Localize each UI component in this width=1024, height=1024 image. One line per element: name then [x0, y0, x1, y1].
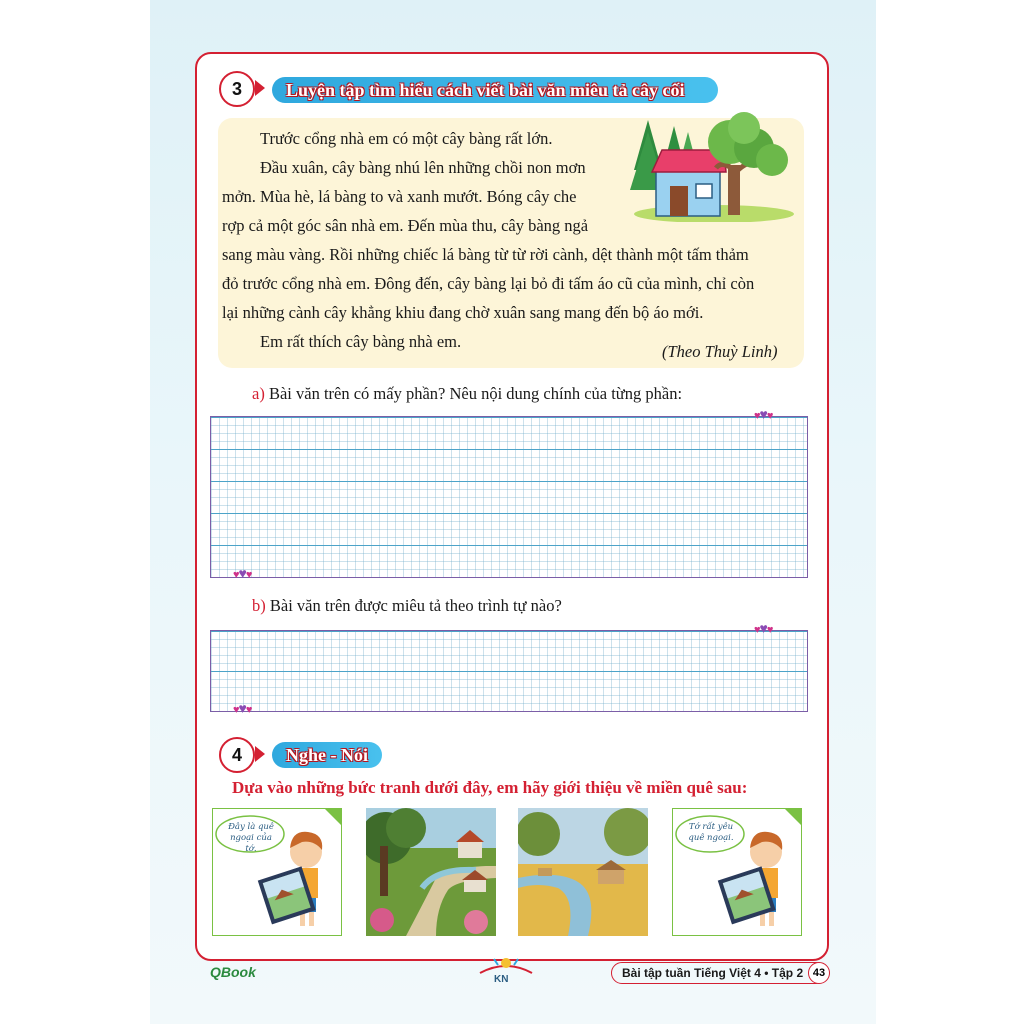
passage-line: Trước cổng nhà em có một cây bàng rất lớn. [260, 129, 553, 148]
question-b-text: Bài văn trên được miêu tả theo trình tự nào? [269, 596, 562, 615]
question-b-letter: b) [252, 596, 266, 615]
passage-line: lại những cành cây khẳng khiu đang chờ xuân sang mang đến bộ áo mới. [222, 303, 704, 322]
hearts-decoration-icon: ♥♥♥ [754, 622, 773, 637]
speech-bubble-2 [686, 822, 736, 844]
chevron-right-icon [255, 746, 265, 762]
bubble-line: quê ngoại. [688, 833, 734, 843]
rice-field-picture [518, 808, 648, 936]
section-3-number: 3 [219, 71, 255, 107]
section-4-instruction: Dựa vào những bức tranh dưới đây, em hãy giới thiệu về miền quê sau: [232, 778, 748, 797]
question-a-text: Bài văn trên có mấy phần? Nêu nội dung chính của từng phần: [268, 384, 683, 403]
bubble-line: Đây là quê [228, 822, 274, 832]
hearts-decoration-icon: ♥♥♥ [233, 567, 252, 582]
speech-bubble-1 [226, 822, 276, 855]
brand-logo-center-text: KN [494, 974, 509, 985]
section-3-title: Luyện tập tìm hiểu cách viết bài văn miêu tả cây cối [272, 77, 718, 103]
house-tree-illustration [626, 110, 796, 222]
section-4-number: 4 [219, 737, 255, 773]
boy-picture-2 [672, 808, 802, 936]
passage-line: Đầu xuân, cây bàng nhú lên những chồi non mơn [260, 158, 586, 177]
section-4-title: Nghe - Nói [272, 742, 382, 768]
answer-grid-a[interactable] [210, 416, 808, 578]
question-a [252, 384, 682, 404]
passage-source: (Theo Thuỳ Linh) [662, 342, 778, 361]
hearts-decoration-icon: ♥♥♥ [233, 702, 252, 717]
boy-picture-1 [212, 808, 342, 936]
answer-grid-b[interactable] [210, 630, 808, 712]
question-b [252, 596, 562, 616]
brand-logo-left: QBook [210, 964, 256, 980]
passage-line: đỏ trước cổng nhà em. Đông đến, cây bàng lại bỏ đi tấm áo cũ của mình, chỉ còn [222, 274, 755, 293]
passage-line: mởn. Mùa hè, lá bàng to và xanh mướt. Bóng cây che [222, 187, 577, 206]
passage-line: Em rất thích cây bàng nhà em. [260, 332, 462, 351]
village-picture [366, 808, 496, 936]
bubble-line: ngoại của tớ. [230, 833, 272, 854]
hearts-decoration-icon: ♥♥♥ [754, 408, 773, 423]
question-a-letter: a) [252, 384, 265, 403]
bubble-line: Tớ rất yêu [688, 822, 734, 832]
footer-book-title: Bài tập tuần Tiếng Việt 4 • Tập 2 [611, 962, 827, 984]
passage-line: rợp cả một góc sân nhà em. Đến mùa thu, cây bàng ngả [222, 216, 589, 235]
passage-line: sang màu vàng. Rồi những chiếc lá bàng từ từ rời cành, dệt thành một tấm thảm [222, 245, 749, 264]
chevron-right-icon [255, 80, 265, 96]
page-number: 43 [808, 962, 830, 984]
